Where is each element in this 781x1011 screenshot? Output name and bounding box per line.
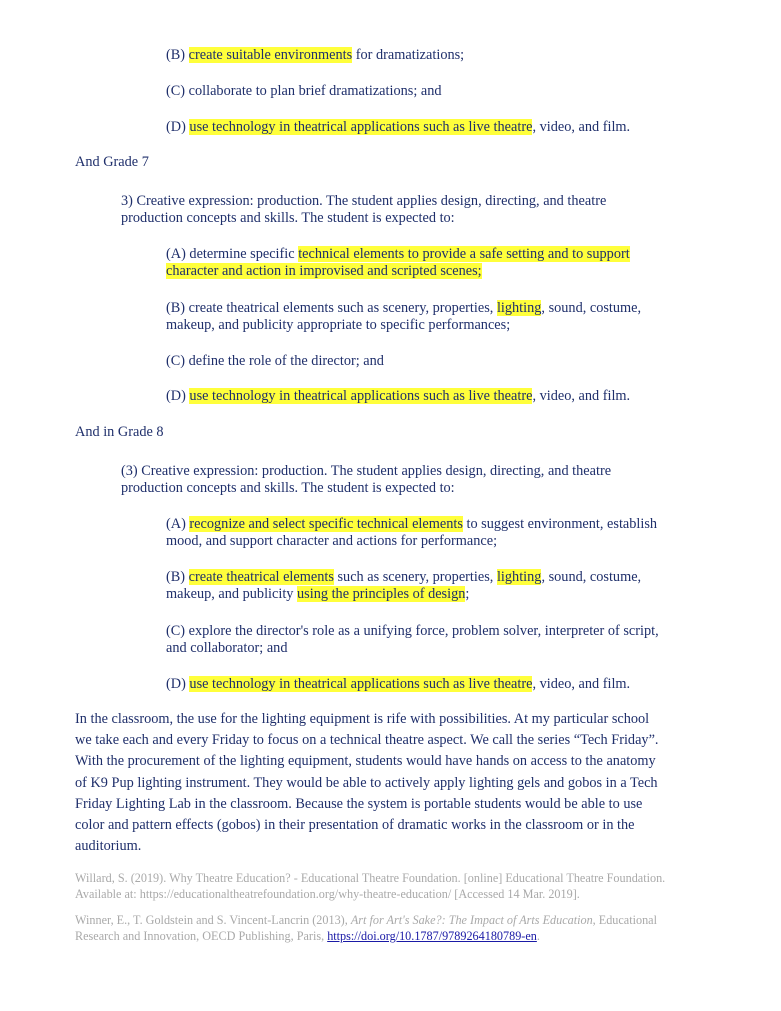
body-line-1: In the classroom, the use for the lighting equipment is rife with possibilities. At my particular school [75, 711, 650, 727]
highlight: use technology in theatrical applications such as live theatre [189, 676, 533, 692]
grade7-heading: And Grade 7 [75, 154, 149, 170]
g7-intro-line2: production concepts and skills. The student is expected to: [121, 210, 455, 226]
reference-winner: Winner, E., T. Goldstein and S. Vincent-Lancrin (2013), Art for Art's Sake?: The Impact of Arts Education, Educational Research and Innovation, OECD Publishing, Paris, https://doi.org/10.1787/9789264180789-en. [75, 913, 657, 943]
g8-item-a-line2: mood, and support character and actions for performance; [166, 533, 498, 549]
g8-item-c-line2: and collaborator; and [166, 640, 288, 656]
reference-title: Art for Art's Sake?: The Impact of Arts Education [350, 913, 593, 927]
g6-item-b: (B) create suitable environments for dramatizations; [166, 47, 465, 63]
g7-item-d: (D) use technology in theatrical applications such as live theatre, video, and film. [166, 388, 631, 404]
highlight: create suitable environments [188, 47, 353, 63]
highlight: technical elements to provide a safe setting and to support [298, 246, 630, 262]
g7-item-a-line1: (A) determine specific technical elements to provide a safe setting and to support [166, 246, 630, 262]
g7-item-b-line1: (B) create theatrical elements such as scenery, properties, lighting, sound, costume, [166, 300, 642, 316]
g8-intro-line2: production concepts and skills. The student is expected to: [121, 480, 455, 496]
g8-item-c-line1: (C) explore the director's role as a unifying force, problem solver, interpreter of script, [166, 623, 659, 639]
g8-item-b-line2: makeup, and publicity using the principles of design; [166, 586, 470, 602]
g8-intro-line1: (3) Creative expression: production. The student applies design, directing, and theatre [121, 463, 612, 479]
highlight: recognize and select specific technical elements [189, 516, 463, 532]
body-line-5: Friday Lighting Lab in the classroom. Because the system is portable students would be able to use [75, 796, 643, 812]
grade8-heading: And in Grade 8 [75, 424, 164, 440]
highlight: lighting [496, 300, 542, 316]
highlight: lighting [496, 569, 542, 585]
g7-intro-line1: 3) Creative expression: production. The student applies design, directing, and theatre [121, 193, 607, 209]
body-line-3: With the procurement of the lighting equipment, students would have hands on access to the anatomy [75, 753, 656, 769]
body-line-2: we take each and every Friday to focus on a technical theatre aspect. We call the series “Tech Friday”. [75, 732, 659, 748]
body-line-7: auditorium. [75, 838, 142, 854]
g8-item-a-line1: (A) recognize and select specific technical elements to suggest environment, establish [166, 516, 658, 532]
g7-item-b-line2: makeup, and publicity appropriate to specific performances; [166, 317, 511, 333]
body-line-6: color and pattern effects (gobos) in their presentation of dramatic works in the classroom or in the [75, 817, 635, 833]
highlight: using the principles of design [297, 586, 466, 602]
highlight: character and action in improvised and scripted scenes; [166, 263, 482, 279]
g7-item-c: (C) define the role of the director; and [166, 353, 384, 369]
g7-item-a-line2 [166, 263, 482, 280]
g8-item-d: (D) use technology in theatrical applications such as live theatre, video, and film. [166, 676, 631, 692]
doi-link[interactable]: https://doi.org/10.1787/9789264180789-en [327, 928, 537, 943]
highlight: use technology in theatrical applications such as live theatre [189, 388, 533, 404]
highlight: use technology in theatrical applications such as live theatre [189, 119, 533, 135]
g6-item-c: (C) collaborate to plan brief dramatizations; and [166, 83, 442, 99]
g6-item-d: (D) use technology in theatrical applications such as live theatre, video, and film. [166, 119, 631, 135]
highlight: create theatrical elements [188, 569, 334, 585]
reference-willard: Willard, S. (2019). Why Theatre Education? - Educational Theatre Foundation. [online] Educational Theatre Foundation. Available at: https://educationaltheatrefoundation.org/why-theatre-education/ [Accessed 14 Mar. 2019]. [75, 871, 666, 901]
body-line-4: of K9 Pup lighting instrument. They would be able to actively apply lighting gels and gobos in a Tech [75, 775, 658, 791]
g8-item-b-line1: (B) create theatrical elements such as scenery, properties, lighting, sound, costume, [166, 569, 642, 585]
